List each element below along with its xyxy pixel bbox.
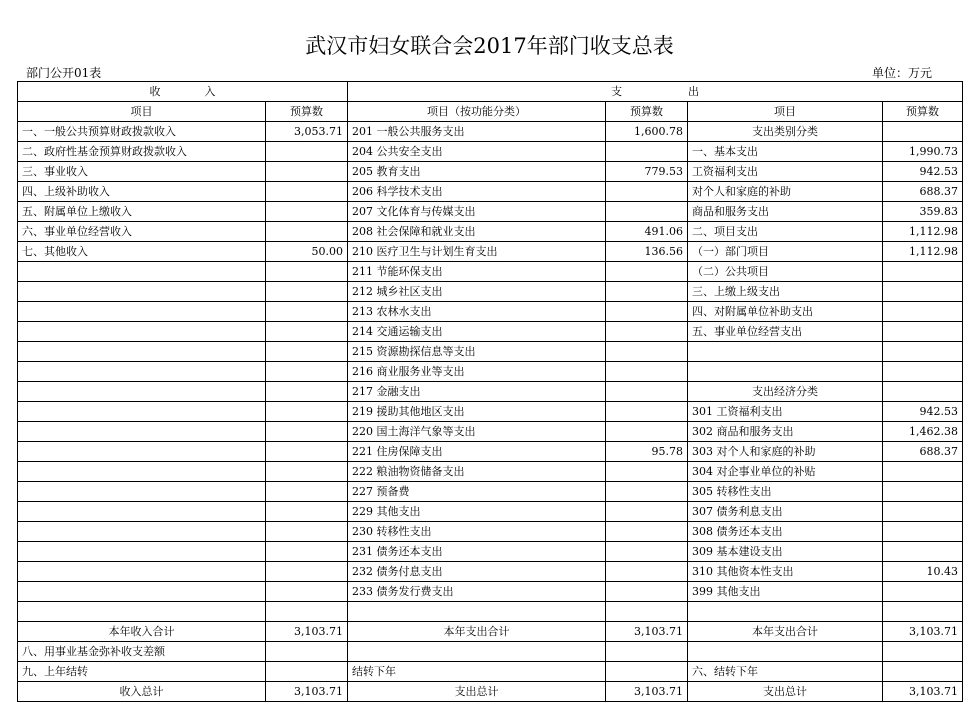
income-budget-cell: 3,103.71 bbox=[266, 682, 348, 702]
income-item-cell bbox=[18, 582, 266, 602]
income-item-cell bbox=[18, 562, 266, 582]
income-item-cell bbox=[18, 382, 266, 402]
table-row bbox=[18, 522, 963, 542]
table-row bbox=[18, 242, 963, 262]
function-budget-cell bbox=[606, 482, 688, 502]
function-item-cell: 205 教育支出 bbox=[348, 162, 606, 182]
income-budget-cell bbox=[266, 222, 348, 242]
function-budget-cell bbox=[606, 582, 688, 602]
category-item-cell: 一、基本支出 bbox=[688, 142, 883, 162]
col-header-function-budget: 预算数 bbox=[606, 102, 688, 122]
function-budget-cell: 3,103.71 bbox=[606, 622, 688, 642]
category-budget-cell bbox=[883, 582, 963, 602]
income-item-cell bbox=[18, 362, 266, 382]
function-item-cell: 206 科学技术支出 bbox=[348, 182, 606, 202]
section-header-row bbox=[18, 82, 963, 102]
income-item-cell: 八、用事业基金弥补收支差额 bbox=[18, 642, 266, 662]
table-row bbox=[18, 422, 963, 442]
category-budget-cell: 1,462.38 bbox=[883, 422, 963, 442]
function-item-cell: 201 一般公共服务支出 bbox=[348, 122, 606, 142]
function-budget-cell bbox=[606, 202, 688, 222]
function-budget-cell bbox=[606, 182, 688, 202]
function-budget-cell bbox=[606, 302, 688, 322]
report-title: 武汉市妇女联合会2017年部门收支总表 bbox=[305, 34, 674, 58]
table-row bbox=[18, 462, 963, 482]
function-item-cell: 230 转移性支出 bbox=[348, 522, 606, 542]
table-row bbox=[18, 562, 963, 582]
income-budget-cell: 50.00 bbox=[266, 242, 348, 262]
category-item-cell: 二、项目支出 bbox=[688, 222, 883, 242]
function-budget-cell bbox=[606, 362, 688, 382]
function-budget-cell: 136.56 bbox=[606, 242, 688, 262]
function-budget-cell: 3,103.71 bbox=[606, 682, 688, 702]
table-row bbox=[18, 602, 963, 622]
function-budget-cell bbox=[606, 642, 688, 662]
income-budget-cell bbox=[266, 302, 348, 322]
income-budget-cell bbox=[266, 542, 348, 562]
category-item-cell: 309 基本建设支出 bbox=[688, 542, 883, 562]
table-row bbox=[18, 122, 963, 142]
function-budget-cell bbox=[606, 422, 688, 442]
income-budget-cell bbox=[266, 162, 348, 182]
table-row bbox=[18, 642, 963, 662]
table-row bbox=[18, 182, 963, 202]
function-item-cell: 221 住房保障支出 bbox=[348, 442, 606, 462]
income-item-cell: 九、上年结转 bbox=[18, 662, 266, 682]
category-budget-cell: 942.53 bbox=[883, 402, 963, 422]
function-item-cell: 204 公共安全支出 bbox=[348, 142, 606, 162]
col-header-function-item: 项目（按功能分类） bbox=[348, 102, 606, 122]
income-section-header: 收 入 bbox=[18, 82, 348, 102]
income-item-cell: 收入总计 bbox=[18, 682, 266, 702]
income-budget-cell bbox=[266, 462, 348, 482]
income-budget-cell: 3,053.71 bbox=[266, 122, 348, 142]
function-budget-cell bbox=[606, 502, 688, 522]
function-item-cell: 233 债务发行费支出 bbox=[348, 582, 606, 602]
income-budget-cell: 3,103.71 bbox=[266, 622, 348, 642]
income-budget-cell bbox=[266, 262, 348, 282]
income-budget-cell bbox=[266, 342, 348, 362]
category-item-cell: 本年支出合计 bbox=[688, 622, 883, 642]
category-item-cell: 四、对附属单位补助支出 bbox=[688, 302, 883, 322]
category-item-cell: 303 对个人和家庭的补助 bbox=[688, 442, 883, 462]
function-budget-cell bbox=[606, 322, 688, 342]
column-header-row bbox=[18, 102, 963, 122]
table-row bbox=[18, 362, 963, 382]
function-item-cell: 207 文化体育与传媒支出 bbox=[348, 202, 606, 222]
function-budget-cell bbox=[606, 342, 688, 362]
col-header-income-budget: 预算数 bbox=[266, 102, 348, 122]
category-item-cell: 三、上缴上级支出 bbox=[688, 282, 883, 302]
table-row bbox=[18, 502, 963, 522]
income-budget-cell bbox=[266, 402, 348, 422]
category-budget-cell: 1,112.98 bbox=[883, 222, 963, 242]
income-budget-cell bbox=[266, 662, 348, 682]
table-row bbox=[18, 142, 963, 162]
function-item-cell: 229 其他支出 bbox=[348, 502, 606, 522]
income-item-cell: 六、事业单位经营收入 bbox=[18, 222, 266, 242]
income-item-cell: 七、其他收入 bbox=[18, 242, 266, 262]
category-budget-cell bbox=[883, 642, 963, 662]
function-budget-cell bbox=[606, 262, 688, 282]
income-item-cell bbox=[18, 402, 266, 422]
income-item-cell: 本年收入合计 bbox=[18, 622, 266, 642]
table-row bbox=[18, 662, 963, 682]
function-item-cell bbox=[348, 642, 606, 662]
table-row bbox=[18, 162, 963, 182]
category-budget-cell bbox=[883, 462, 963, 482]
category-budget-cell bbox=[883, 662, 963, 682]
category-item-cell: 六、结转下年 bbox=[688, 662, 883, 682]
category-item-cell: 支出类别分类 bbox=[688, 122, 883, 142]
function-budget-cell bbox=[606, 602, 688, 622]
income-budget-cell bbox=[266, 182, 348, 202]
function-item-cell: 219 援助其他地区支出 bbox=[348, 402, 606, 422]
function-item-cell: 220 国土海洋气象等支出 bbox=[348, 422, 606, 442]
category-item-cell: 工资福利支出 bbox=[688, 162, 883, 182]
function-budget-cell: 1,600.78 bbox=[606, 122, 688, 142]
function-item-cell: 212 城乡社区支出 bbox=[348, 282, 606, 302]
function-item-cell: 208 社会保障和就业支出 bbox=[348, 222, 606, 242]
function-item-cell: 231 债务还本支出 bbox=[348, 542, 606, 562]
function-item-cell: 217 金融支出 bbox=[348, 382, 606, 402]
category-item-cell: 305 转移性支出 bbox=[688, 482, 883, 502]
category-budget-cell: 688.37 bbox=[883, 182, 963, 202]
function-budget-cell bbox=[606, 382, 688, 402]
income-item-cell bbox=[18, 422, 266, 442]
table-row bbox=[18, 282, 963, 302]
category-item-cell: 301 工资福利支出 bbox=[688, 402, 883, 422]
category-item-cell: 302 商品和服务支出 bbox=[688, 422, 883, 442]
function-budget-cell bbox=[606, 522, 688, 542]
category-item-cell: 308 债务还本支出 bbox=[688, 522, 883, 542]
income-item-cell: 二、政府性基金预算财政拨款收入 bbox=[18, 142, 266, 162]
income-budget-cell bbox=[266, 602, 348, 622]
function-item-cell: 211 节能环保支出 bbox=[348, 262, 606, 282]
income-budget-cell bbox=[266, 202, 348, 222]
income-budget-cell bbox=[266, 382, 348, 402]
income-item-cell bbox=[18, 342, 266, 362]
function-budget-cell bbox=[606, 402, 688, 422]
income-budget-cell bbox=[266, 422, 348, 442]
category-item-cell: 商品和服务支出 bbox=[688, 202, 883, 222]
function-item-cell: 214 交通运输支出 bbox=[348, 322, 606, 342]
income-item-cell bbox=[18, 522, 266, 542]
category-item-cell: 310 其他资本性支出 bbox=[688, 562, 883, 582]
category-budget-cell bbox=[883, 502, 963, 522]
col-header-category-item: 项目 bbox=[688, 102, 883, 122]
category-item-cell: （二）公共项目 bbox=[688, 262, 883, 282]
income-budget-cell bbox=[266, 522, 348, 542]
expense-section-header: 支 出 bbox=[348, 82, 963, 102]
category-budget-cell bbox=[883, 282, 963, 302]
table-row bbox=[18, 442, 963, 462]
category-budget-cell: 1,112.98 bbox=[883, 242, 963, 262]
income-budget-cell bbox=[266, 442, 348, 462]
category-budget-cell bbox=[883, 542, 963, 562]
category-item-cell bbox=[688, 602, 883, 622]
table-row bbox=[18, 222, 963, 242]
category-item-cell bbox=[688, 642, 883, 662]
income-budget-cell bbox=[266, 282, 348, 302]
income-item-cell bbox=[18, 442, 266, 462]
category-budget-cell bbox=[883, 302, 963, 322]
category-budget-cell: 10.43 bbox=[883, 562, 963, 582]
table-row bbox=[18, 482, 963, 502]
function-budget-cell bbox=[606, 562, 688, 582]
category-item-cell: 307 债务利息支出 bbox=[688, 502, 883, 522]
function-item-cell: 222 粮油物资储备支出 bbox=[348, 462, 606, 482]
col-header-category-budget: 预算数 bbox=[883, 102, 963, 122]
income-item-cell bbox=[18, 282, 266, 302]
income-item-cell bbox=[18, 262, 266, 282]
table-row bbox=[18, 262, 963, 282]
category-item-cell: 支出经济分类 bbox=[688, 382, 883, 402]
category-budget-cell bbox=[883, 322, 963, 342]
function-item-cell: 232 债务付息支出 bbox=[348, 562, 606, 582]
income-item-cell bbox=[18, 302, 266, 322]
form-number: 部门公开01表 bbox=[26, 66, 102, 80]
table-row bbox=[18, 302, 963, 322]
category-item-cell: 399 其他支出 bbox=[688, 582, 883, 602]
category-budget-cell: 359.83 bbox=[883, 202, 963, 222]
income-item-cell bbox=[18, 542, 266, 562]
function-item-cell: 结转下年 bbox=[348, 662, 606, 682]
function-item-cell bbox=[348, 602, 606, 622]
function-budget-cell bbox=[606, 462, 688, 482]
category-budget-cell: 942.53 bbox=[883, 162, 963, 182]
function-item-cell: 本年支出合计 bbox=[348, 622, 606, 642]
income-item-cell bbox=[18, 602, 266, 622]
category-budget-cell bbox=[883, 602, 963, 622]
table-row bbox=[18, 322, 963, 342]
income-budget-cell bbox=[266, 502, 348, 522]
income-item-cell bbox=[18, 322, 266, 342]
function-budget-cell: 779.53 bbox=[606, 162, 688, 182]
function-budget-cell: 95.78 bbox=[606, 442, 688, 462]
category-budget-cell bbox=[883, 362, 963, 382]
function-item-cell: 227 预备费 bbox=[348, 482, 606, 502]
function-budget-cell bbox=[606, 142, 688, 162]
category-budget-cell bbox=[883, 122, 963, 142]
income-item-cell: 一、一般公共预算财政拨款收入 bbox=[18, 122, 266, 142]
col-header-income-item: 项目 bbox=[18, 102, 266, 122]
function-budget-cell bbox=[606, 282, 688, 302]
function-item-cell: 215 资源勘探信息等支出 bbox=[348, 342, 606, 362]
budget-table bbox=[17, 81, 963, 702]
table-row bbox=[18, 402, 963, 422]
unit-label: 单位：万元 bbox=[871, 66, 932, 80]
function-budget-cell: 491.06 bbox=[606, 222, 688, 242]
function-item-cell: 213 农林水支出 bbox=[348, 302, 606, 322]
category-budget-cell bbox=[883, 522, 963, 542]
table-row bbox=[18, 622, 963, 642]
income-budget-cell bbox=[266, 482, 348, 502]
category-item-cell: 304 对企事业单位的补贴 bbox=[688, 462, 883, 482]
income-item-cell: 四、上级补助收入 bbox=[18, 182, 266, 202]
category-item-cell: 对个人和家庭的补助 bbox=[688, 182, 883, 202]
table-row bbox=[18, 342, 963, 362]
income-item-cell: 三、事业收入 bbox=[18, 162, 266, 182]
function-budget-cell bbox=[606, 662, 688, 682]
table-row bbox=[18, 202, 963, 222]
category-budget-cell bbox=[883, 482, 963, 502]
table-row bbox=[18, 542, 963, 562]
table-row bbox=[18, 582, 963, 602]
income-budget-cell bbox=[266, 142, 348, 162]
category-budget-cell: 688.37 bbox=[883, 442, 963, 462]
function-item-cell: 216 商业服务业等支出 bbox=[348, 362, 606, 382]
category-budget-cell: 3,103.71 bbox=[883, 622, 963, 642]
category-budget-cell: 1,990.73 bbox=[883, 142, 963, 162]
category-item-cell bbox=[688, 342, 883, 362]
function-item-cell: 支出总计 bbox=[348, 682, 606, 702]
income-budget-cell bbox=[266, 562, 348, 582]
category-item-cell: 支出总计 bbox=[688, 682, 883, 702]
function-budget-cell bbox=[606, 542, 688, 562]
category-budget-cell: 3,103.71 bbox=[883, 682, 963, 702]
income-item-cell bbox=[18, 482, 266, 502]
income-budget-cell bbox=[266, 362, 348, 382]
category-budget-cell bbox=[883, 342, 963, 362]
category-item-cell: 五、事业单位经营支出 bbox=[688, 322, 883, 342]
income-item-cell: 五、附属单位上缴收入 bbox=[18, 202, 266, 222]
income-budget-cell bbox=[266, 322, 348, 342]
category-budget-cell bbox=[883, 262, 963, 282]
income-budget-cell bbox=[266, 642, 348, 662]
category-item-cell bbox=[688, 362, 883, 382]
income-budget-cell bbox=[266, 582, 348, 602]
income-item-cell bbox=[18, 462, 266, 482]
table-row bbox=[18, 382, 963, 402]
income-item-cell bbox=[18, 502, 266, 522]
category-budget-cell bbox=[883, 382, 963, 402]
table-row bbox=[18, 682, 963, 702]
function-item-cell: 210 医疗卫生与计划生育支出 bbox=[348, 242, 606, 262]
category-item-cell: （一）部门项目 bbox=[688, 242, 883, 262]
